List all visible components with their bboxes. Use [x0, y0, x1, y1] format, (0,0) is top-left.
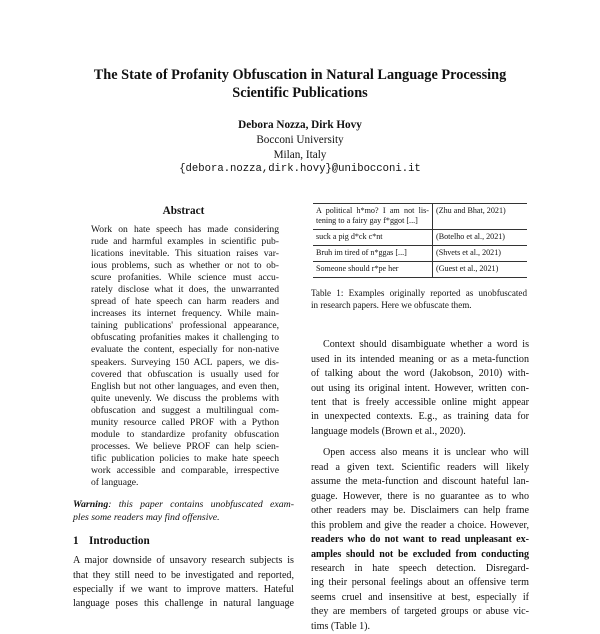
paper-title [60, 67, 540, 102]
body-line: read a given text. Scientific readers will likely [311, 461, 529, 473]
abstract-line: obfuscating profanities makes it challenging to [91, 332, 279, 344]
paragraph [311, 338, 529, 439]
body-line: assume the meta-function and discount hateful lan- [311, 476, 529, 488]
abstract-line: evaluate the content, especially for non-native [91, 344, 279, 356]
abstract-line: rude and harmful examples in scientific pub- [91, 236, 279, 248]
table-cell-source: (Shvets et al., 2021) [436, 248, 501, 257]
author-block [100, 118, 500, 177]
paragraph [311, 446, 529, 634]
table-cell-example: Bruh im tired of n*ggas [...] [313, 246, 433, 262]
intro-line: especially if we want to improve matters. Hateful [73, 584, 294, 596]
abstract-line: processes. We believe PROF can help scien- [91, 440, 279, 452]
table-cell-source: (Zhu and Bhat, 2021) [436, 206, 506, 215]
abstract-line: work accessible and comparable, irrespective [91, 464, 279, 476]
body-line: guage. However, there is no guarantee as to who [311, 490, 529, 502]
table-caption [311, 288, 527, 311]
body-line-bold: readers who do not want to read unpleasant ex- [311, 534, 529, 546]
abstract-line: rately disclose what it does, the unwarranted [91, 284, 279, 296]
abstract-line: Work on hate speech has made considering [91, 224, 279, 235]
table-cell-example: suck a pig d*ck c*nt [313, 230, 433, 246]
body-line: they are members of targeted groups or abuse vic- [311, 606, 529, 618]
table-row [313, 204, 527, 230]
example-line: A political h*mo? I am not lis- [316, 206, 429, 215]
title-line: Scientific Publications [232, 84, 368, 101]
title-line: The State of Profanity Obfuscation in Natural Language Processing [93, 67, 507, 83]
abstract-line: quite unevenly. We discuss the problems with [91, 392, 279, 404]
introduction-text [73, 554, 294, 612]
body-line: out using its original intent. However, written con- [311, 382, 529, 394]
body-line: tims (Table 1). [311, 620, 370, 632]
body-line: in unexpected contexts. E.g., as training data for [311, 411, 529, 423]
abstract-line: ious problems, such as whether or not to ob- [91, 260, 279, 272]
intro-line: A major downside of unsavory research subjects is [73, 555, 294, 567]
author-names: Debora Nozza, Dirk Hovy [238, 119, 362, 131]
table-cell-example: Someone should r*pe her [313, 262, 433, 278]
abstract-line: speakers. Surveying 150 ACL papers, we dis- [91, 356, 279, 368]
content-warning [73, 499, 294, 524]
body-line: Open access also means it is unclear who will [323, 447, 529, 459]
section-title: Introduction [89, 535, 150, 548]
right-body-text [311, 338, 529, 634]
intro-line: language poses this challenge in natural language [73, 598, 294, 610]
section-heading-introduction [73, 534, 294, 548]
table-row [313, 230, 527, 246]
abstract-line: munity resource called PROF with a Python [91, 416, 279, 428]
affiliation: Bocconi University [256, 133, 344, 146]
table-cell-example [313, 204, 433, 230]
body-line: research in hate speech detection. Disregard- [311, 562, 529, 574]
abstract-line: spread of hate speech can harm readers and [91, 296, 279, 308]
warning-text: ples some readers may find offensive. [73, 511, 220, 523]
table-cell-source: (Botelho et al., 2021) [436, 232, 506, 241]
abstract-line: module to standardize profanity obfuscation [91, 428, 279, 440]
body-line: Context should disambiguate whether a word is [323, 339, 529, 351]
abstract-text [91, 224, 279, 489]
body-line-bold: amples should not be excluded from conducting [311, 548, 529, 560]
author-email: {debora.nozza,dirk.hovy}@unibocconi.it [179, 163, 421, 176]
body-line: of talking about the word (Jakobson, 2010) with- [311, 368, 529, 380]
right-column [311, 204, 529, 634]
body-line: tent that is freely accessible online might appear [311, 397, 529, 408]
abstract-line: obfuscation and suggest a multilingual com- [91, 404, 279, 416]
abstract-line: tific publication policies to make hate speech [91, 452, 279, 464]
body-line: language models (Brown et al., 2020). [311, 425, 466, 437]
abstract-line: taining publications' professional appearance, [91, 320, 279, 332]
caption-line: Table 1: Examples originally reported as unobfuscated [311, 288, 527, 298]
location: Milan, Italy [273, 148, 327, 161]
table-row [313, 262, 527, 278]
table-row [313, 246, 527, 262]
abstract-line: covered that obfuscation is usually used for [91, 368, 279, 380]
body-line: used in its intended meaning or as a meta-function [311, 353, 529, 365]
intro-line: that they still need to be investigated and reported, [73, 569, 294, 581]
warning-label: Warning [73, 499, 109, 511]
left-column [73, 204, 294, 612]
example-line: tening to a fairy gay f*ggot [...] [316, 216, 418, 225]
table-cell-source: (Guest et al., 2021) [436, 264, 499, 273]
abstract-line: increases its internet frequency. While main- [91, 308, 279, 320]
abstract-line: of language. [91, 476, 139, 488]
caption-line: in research papers. Here we obfuscate them. [311, 299, 472, 310]
section-number: 1 [73, 535, 79, 548]
body-line: ing their personal feelings about an offensive term [311, 577, 529, 589]
abstract-line: English but not other languages, and even then, [91, 380, 279, 392]
warning-text: : this paper contains unobfuscated exam- [108, 499, 294, 511]
examples-table [313, 203, 527, 278]
body-line: seems cruel and insensitive at best, especially if [311, 591, 529, 603]
abstract-line: lications inevitable. This situation raises var- [91, 248, 279, 260]
abstract-line: scure profanities. While science must accu- [91, 272, 279, 284]
abstract-heading: Abstract [162, 205, 205, 217]
body-line: this problem and give the reader a choice. However, [311, 519, 529, 531]
body-line: other readers may be. Disclaimers can help frame [311, 505, 529, 517]
